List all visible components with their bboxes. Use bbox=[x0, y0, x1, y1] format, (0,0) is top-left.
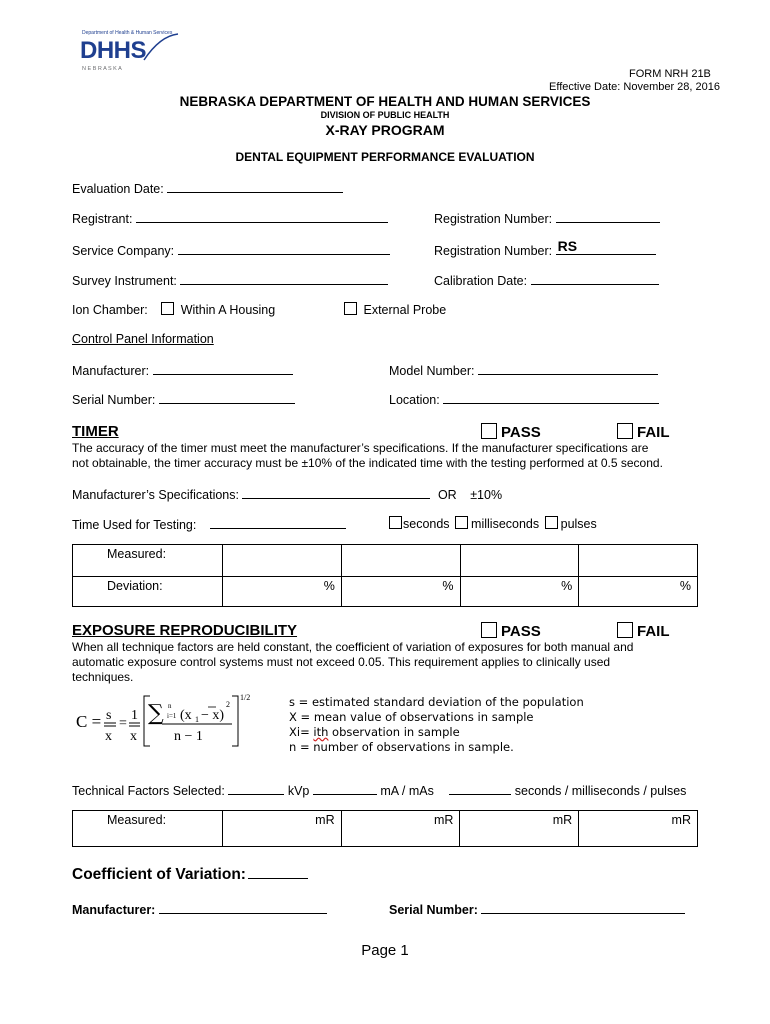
svg-text:(x: (x bbox=[180, 708, 192, 723]
registrant-label: Registrant: bbox=[72, 212, 133, 226]
svg-text:s: s bbox=[106, 708, 112, 723]
legend-xi-a: Xi= bbox=[289, 725, 310, 739]
reproducibility-pass bbox=[481, 622, 541, 640]
svg-text:1: 1 bbox=[131, 708, 138, 723]
measured-label: Measured: bbox=[107, 547, 167, 561]
survey-instrument-row bbox=[72, 272, 388, 288]
reproducibility-description-3: techniques. bbox=[72, 670, 134, 684]
milliseconds-checkbox[interactable] bbox=[455, 516, 468, 529]
registration-number-2-label: Registration Number: bbox=[434, 244, 553, 258]
logo-name: DHHS bbox=[80, 37, 147, 64]
table-row bbox=[73, 577, 698, 607]
deviation-cell[interactable] bbox=[223, 577, 342, 607]
legend-x: X = mean value of observations in sample bbox=[289, 710, 534, 724]
timer-title: TIMER bbox=[72, 423, 119, 440]
form-id: FORM NRH 21B bbox=[629, 68, 711, 80]
mr-unit: mR bbox=[671, 813, 691, 827]
measured-cell[interactable] bbox=[341, 545, 460, 577]
kvp-field[interactable] bbox=[228, 782, 284, 795]
table-row bbox=[73, 811, 698, 847]
timer-pass-checkbox[interactable] bbox=[481, 423, 497, 439]
logo-state: N E B R A S K A bbox=[82, 66, 122, 72]
cov-label: Coefficient of Variation: bbox=[72, 866, 246, 883]
svg-text:C =: C = bbox=[76, 712, 102, 731]
form-title: DENTAL EQUIPMENT PERFORMANCE EVALUATION bbox=[235, 150, 535, 164]
reproducibility-fail-checkbox[interactable] bbox=[617, 622, 633, 638]
seconds-label: seconds bbox=[403, 517, 450, 531]
time-units-row bbox=[389, 516, 597, 531]
kvp-label: kVp bbox=[287, 784, 310, 798]
rs-prefix: RS bbox=[557, 238, 578, 254]
reproducibility-description-1: When all technique factors are held constant, the coefficient of variation of exposures for both manual and bbox=[72, 640, 634, 654]
registration-number-2-field[interactable] bbox=[556, 240, 656, 255]
survey-instrument-field[interactable] bbox=[180, 272, 388, 285]
survey-instrument-label: Survey Instrument: bbox=[72, 274, 177, 288]
svg-text:∑: ∑ bbox=[148, 701, 164, 726]
evaluation-date-field[interactable] bbox=[167, 180, 343, 193]
cov-row bbox=[72, 864, 308, 884]
deviation-label-cell bbox=[73, 577, 223, 607]
manufacturer-specs-label: Manufacturer’s Specifications: bbox=[72, 488, 239, 502]
measured-cell[interactable] bbox=[460, 545, 579, 577]
pulses-label: pulses bbox=[560, 517, 597, 531]
service-company-label: Service Company: bbox=[72, 244, 175, 258]
measured-label-cell bbox=[73, 811, 223, 847]
time-field[interactable] bbox=[449, 782, 511, 795]
legend-s: s = estimated standard deviation of the population bbox=[289, 695, 584, 709]
mr-unit: mR bbox=[433, 813, 454, 827]
svg-text:x: x bbox=[130, 729, 137, 744]
footer-manufacturer-field[interactable] bbox=[159, 901, 327, 914]
location-row bbox=[389, 391, 659, 407]
reproducibility-title: EXPOSURE REPRODUCIBILITY bbox=[72, 622, 298, 639]
mr-cell[interactable] bbox=[579, 811, 698, 847]
registration-number-field[interactable] bbox=[556, 210, 660, 223]
evaluation-date-label: Evaluation Date: bbox=[72, 182, 164, 196]
mr-cell[interactable] bbox=[341, 811, 460, 847]
time-used-label: Time Used for Testing: bbox=[72, 518, 197, 532]
reproducibility-fail-label: FAIL bbox=[637, 623, 670, 640]
coefficient-formula bbox=[74, 690, 274, 750]
svg-text:i=1: i=1 bbox=[167, 712, 177, 720]
model-number-label: Model Number: bbox=[389, 364, 475, 378]
registration-number-row bbox=[434, 210, 660, 226]
mr-cell[interactable] bbox=[460, 811, 579, 847]
timer-pass bbox=[481, 423, 541, 441]
timer-description-2: not obtainable, the timer accuracy must be ±10% of the indicated time with the testing performed at 0.5 second. bbox=[72, 456, 663, 470]
dhhs-logo bbox=[78, 30, 178, 78]
time-used-row bbox=[72, 516, 346, 532]
location-field[interactable] bbox=[443, 391, 659, 404]
model-number-row bbox=[389, 362, 658, 378]
cov-field[interactable] bbox=[248, 864, 308, 879]
milliseconds-label: milliseconds bbox=[471, 517, 540, 531]
pct-symbol: % bbox=[442, 579, 454, 593]
timer-fail-label: FAIL bbox=[637, 424, 670, 441]
mr-cell[interactable] bbox=[222, 811, 341, 847]
pct-symbol: % bbox=[561, 579, 573, 593]
table-row bbox=[73, 545, 698, 577]
reproducibility-pass-label: PASS bbox=[501, 623, 541, 640]
reproducibility-table bbox=[72, 810, 698, 847]
ten-percent-label: ±10% bbox=[470, 488, 503, 502]
technical-factors-label: Technical Factors Selected: bbox=[72, 784, 225, 798]
svg-text:1/2: 1/2 bbox=[240, 693, 251, 702]
evaluation-date-row bbox=[72, 180, 343, 196]
registrant-field[interactable] bbox=[136, 210, 388, 223]
serial-number-field[interactable] bbox=[159, 391, 295, 404]
time-units-label: seconds / milliseconds / pulses bbox=[514, 784, 687, 798]
mr-unit: mR bbox=[552, 813, 573, 827]
legend-xi bbox=[289, 725, 584, 740]
registration-number-2-row bbox=[434, 240, 656, 258]
svg-text:n: n bbox=[168, 702, 172, 710]
footer-serial-row bbox=[389, 901, 685, 917]
mr-unit: mR bbox=[315, 813, 335, 827]
serial-number-label: Serial Number: bbox=[72, 393, 156, 407]
timer-description-1: The accuracy of the timer must meet the manufacturer’s specifications. If the manufacturer specifications are bbox=[72, 441, 649, 455]
legend-xi-b: ith bbox=[313, 725, 329, 739]
calibration-date-field[interactable] bbox=[531, 272, 659, 285]
registration-number-label: Registration Number: bbox=[434, 212, 553, 226]
page-number: Page 1 bbox=[361, 942, 409, 959]
timer-table bbox=[72, 544, 698, 607]
technical-factors-row bbox=[72, 782, 686, 798]
manufacturer-specs-row bbox=[72, 486, 502, 502]
ma-field[interactable] bbox=[313, 782, 377, 795]
external-probe-checkbox[interactable] bbox=[344, 302, 357, 315]
reproducibility-description-2: automatic exposure control systems must not exceed 0.05. This requirement applies to clinically used bbox=[72, 655, 611, 669]
footer-serial-label: Serial Number: bbox=[389, 903, 478, 917]
ma-label: mA / mAs bbox=[380, 784, 434, 798]
external-probe-label: External Probe bbox=[363, 303, 447, 317]
registrant-row bbox=[72, 210, 388, 226]
measured-cell[interactable] bbox=[579, 545, 698, 577]
measured-label: Measured: bbox=[107, 813, 167, 827]
division-title: DIVISION OF PUBLIC HEALTH bbox=[320, 110, 450, 120]
external-probe-row bbox=[344, 302, 446, 317]
seconds-checkbox[interactable] bbox=[389, 516, 402, 529]
deviation-cell[interactable] bbox=[460, 577, 579, 607]
calibration-date-label: Calibration Date: bbox=[434, 274, 528, 288]
calibration-date-row bbox=[434, 272, 659, 288]
serial-number-row bbox=[72, 391, 295, 407]
logo-swoosh-icon bbox=[140, 32, 180, 62]
effective-date: Effective Date: November 28, 2016 bbox=[549, 81, 721, 93]
svg-text:2: 2 bbox=[226, 700, 230, 709]
footer-serial-field[interactable] bbox=[481, 901, 685, 914]
legend-xi-c: observation in sample bbox=[332, 725, 460, 739]
pulses-checkbox[interactable] bbox=[545, 516, 558, 529]
timer-fail bbox=[617, 423, 670, 441]
manufacturer-field[interactable] bbox=[153, 362, 293, 375]
within-housing-label: Within A Housing bbox=[180, 303, 276, 317]
service-company-row bbox=[72, 242, 390, 258]
manufacturer-label: Manufacturer: bbox=[72, 364, 150, 378]
svg-text:n − 1: n − 1 bbox=[174, 729, 203, 744]
program-title: X-RAY PROGRAM bbox=[325, 122, 445, 138]
control-panel-heading: Control Panel Information bbox=[72, 332, 214, 346]
department-title: NEBRASKA DEPARTMENT OF HEALTH AND HUMAN SERVICES bbox=[179, 94, 591, 109]
model-number-field[interactable] bbox=[478, 362, 658, 375]
manufacturer-specs-field[interactable] bbox=[242, 486, 430, 499]
footer-manufacturer-row bbox=[72, 901, 327, 917]
ion-chamber-row bbox=[72, 302, 275, 317]
measured-cell[interactable] bbox=[223, 545, 342, 577]
pct-symbol: % bbox=[679, 579, 691, 593]
timer-pass-label: PASS bbox=[501, 424, 541, 441]
deviation-cell[interactable] bbox=[579, 577, 698, 607]
or-label: OR bbox=[437, 488, 457, 502]
reproducibility-fail bbox=[617, 622, 670, 640]
svg-text:=: = bbox=[119, 716, 127, 731]
service-company-field[interactable] bbox=[178, 242, 390, 255]
formula-legend bbox=[289, 695, 584, 755]
reproducibility-pass-checkbox[interactable] bbox=[481, 622, 497, 638]
svg-text:− x): − x) bbox=[201, 708, 225, 723]
pct-symbol: % bbox=[323, 579, 335, 593]
manufacturer-row bbox=[72, 362, 293, 378]
deviation-cell[interactable] bbox=[341, 577, 460, 607]
measured-label-cell bbox=[73, 545, 223, 577]
timer-fail-checkbox[interactable] bbox=[617, 423, 633, 439]
time-used-field[interactable] bbox=[210, 516, 346, 529]
deviation-label: Deviation: bbox=[107, 579, 163, 593]
ion-chamber-label: Ion Chamber: bbox=[72, 303, 148, 317]
within-housing-checkbox[interactable] bbox=[161, 302, 174, 315]
logo-top-text: Department of Health & Human Services bbox=[82, 30, 173, 36]
footer-manufacturer-label: Manufacturer: bbox=[72, 903, 156, 917]
svg-text:1: 1 bbox=[195, 715, 199, 724]
legend-n: n = number of observations in sample. bbox=[289, 740, 514, 754]
svg-text:x: x bbox=[105, 729, 112, 744]
location-label: Location: bbox=[389, 393, 440, 407]
